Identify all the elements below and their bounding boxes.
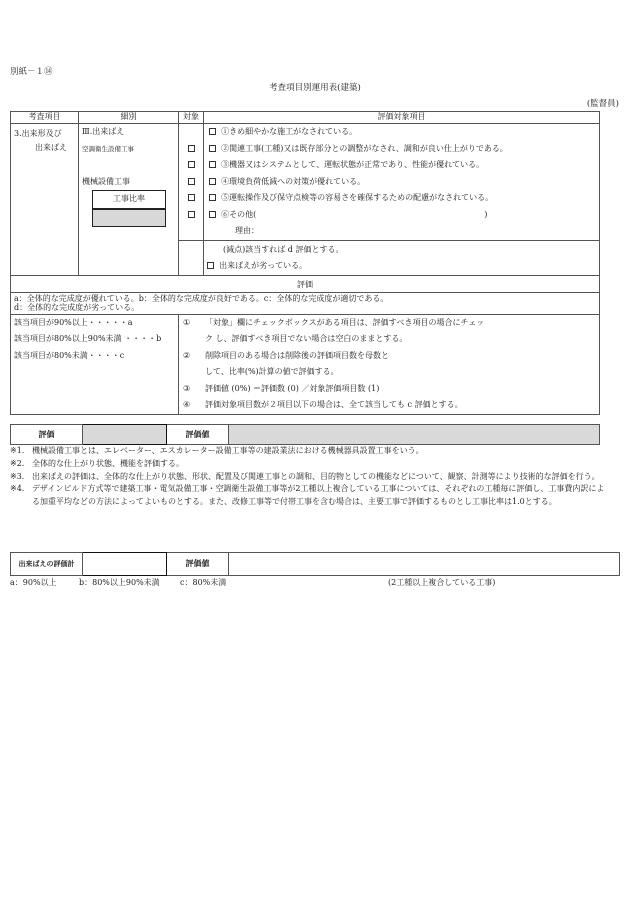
target-checkbox-2[interactable] [188, 145, 195, 152]
footnote: ※1. 機械設備工事とは、エレベーター、エスカレーター設備工事等の建設業法における機械器具設置工事をいう。 [10, 446, 424, 455]
deduction-checkbox[interactable] [207, 262, 214, 269]
construction-ratio-label: 工事比率 [92, 190, 166, 209]
subcategory-main: Ⅲ.出来ばえ [82, 127, 125, 136]
eval-item: ⑥その他( ) [207, 207, 596, 224]
target-checkbox-5[interactable] [188, 194, 195, 201]
deduction-rule: (減点)該当すれば d 評価とする。 [223, 244, 344, 254]
target-checkbox-3[interactable] [188, 161, 195, 168]
target-checkbox-4[interactable] [188, 178, 195, 185]
scale-b: b：80%以上90%未満 [79, 578, 160, 587]
construction-ratio-input[interactable] [92, 209, 166, 228]
eval-item: ⑤運転操作及び保守点検等の容易さを確保するための配慮がなされている。 [207, 190, 596, 207]
final-evaluation-label: 出来ばえの評価計 [11, 553, 83, 576]
document-title: 考査項目別運用表(建築) [269, 83, 361, 93]
target-checkbox-6[interactable] [188, 211, 195, 218]
final-value-field[interactable] [229, 553, 620, 576]
col-header-eval-items: 評価対象項目 [204, 112, 600, 124]
footnote: ※4. デザインビルド方式等で建築工事・電気設備工事・空調衛生設備工事等が2工種以上複合している工事については、それぞれの工種毎に評価し、工事費内訳による加重平均などの方法によってよいものとする。また、改修工事等で付帯工事を含む場合は、主要工事で評価するものとし工事比率は1.0とする。 [10, 484, 605, 507]
footnote: ※3. 出来ばえの評価は、全体的な仕上がり状態、形状、配置及び関連工事との調和、目的物としての機能などについて、観察、計測等により技術的な評価を行う。 [10, 471, 600, 481]
col-header-subcategory: 細別 [79, 112, 179, 124]
items-row [11, 124, 600, 241]
note-line: ① 「対象」欄にチェックボックスがある項目は、評価すべき項目の場合にチェッ [183, 317, 485, 327]
final-value-label: 評価値 [167, 553, 229, 576]
threshold-a: 該当項目が90%以上・・・・・a [14, 317, 133, 327]
grade-def-line2: d：全体的な完成度が劣っている。 [14, 302, 140, 312]
table-header-row [11, 112, 600, 124]
deduction-target-cell [179, 240, 204, 275]
evaluation-header-row [11, 275, 600, 292]
deduction-item: 出来ばえが劣っている。 [207, 258, 596, 275]
subcategory-hvac: 空調衛生設備工事 [82, 144, 134, 153]
footnotes [10, 445, 610, 509]
footnote: ※2. 全体的な仕上がり状態、機能を評価する。 [10, 458, 184, 468]
eval-checkbox-1[interactable] [209, 128, 216, 135]
threshold-b: 該当項目が80%以上90%未満 ・・・・b [14, 334, 162, 344]
grade-definitions-row [11, 292, 600, 314]
deduction-cell [204, 240, 600, 275]
eval-checkbox-4[interactable] [209, 178, 216, 185]
col-header-target: 対象 [179, 112, 204, 124]
scale-c: c：80%未満 [180, 578, 227, 587]
note-line: ④ 評価対象項目数が２項目以下の場合は、全て該当しても c 評価とする。 [183, 400, 463, 410]
subcategory-mechanical: 機械設備工事 [82, 176, 130, 186]
form-id: 別紙－１⑭ [10, 67, 53, 77]
notes-cell [179, 314, 600, 414]
grade-definitions [11, 292, 600, 314]
eval-checkbox-6[interactable] [209, 211, 216, 218]
thresholds-cell [11, 314, 179, 414]
category-line1: 3.出来形及び [14, 129, 62, 138]
grade-def-line1: a：全体的な完成度が優れている。b：全体的な完成度が良好である。c：全体的な完成度が適切である。 [14, 293, 389, 303]
eval-checkbox-3[interactable] [209, 161, 216, 168]
eval-item: ②関連工事(工種)又は既存部分との調整がなされ、調和が良い仕上がりである。 [207, 141, 596, 158]
thresholds-notes-row [11, 314, 600, 414]
scale-note: (2工種以上複合している工事) [388, 578, 496, 587]
evaluation-value-field[interactable] [229, 425, 600, 445]
eval-item: ①きめ細やかな施工がなされている。 [207, 124, 596, 141]
eval-item: ③機器又はシステムとして、運転状態が正常であり、性能が優れている。 [207, 157, 596, 174]
eval-item: ④環境負荷低減への対策が優れている。 [207, 174, 596, 191]
col-header-item: 考査項目 [11, 112, 79, 124]
target-checkbox-cell [179, 124, 204, 241]
note-line: ク し、評価すべき項目でない場合は空白のままとする。 [205, 334, 408, 344]
evaluation-label: 評価 [11, 425, 83, 445]
scale-a: a：90%以上 [10, 578, 57, 587]
eval-checkbox-2[interactable] [209, 145, 216, 152]
category-cell [11, 124, 79, 276]
category-line2: 出来ばえ [35, 143, 67, 153]
evaluation-input[interactable] [83, 425, 167, 445]
final-evaluation-input[interactable] [83, 553, 167, 576]
note-line: して、比率(%)計算の値で評価する。 [205, 367, 339, 377]
evaluation-header: 評価 [11, 275, 600, 292]
evaluation-value-label: 評価値 [167, 425, 229, 445]
final-evaluation-table [10, 552, 620, 576]
reason-label: 理由： [235, 226, 259, 235]
note-line: ③ 評価値 (0%) ＝評価数 (0) ／対象評価項目数 (1) [183, 383, 380, 393]
evaluation-summary-table [10, 424, 600, 445]
note-line: ② 削除項目のある場合は削除後の評価項目数を母数と [183, 350, 389, 360]
evaluation-table [10, 111, 600, 415]
threshold-c: 該当項目が80%未満・・・・c [14, 350, 125, 360]
eval-items-cell [204, 124, 600, 241]
role-label: (監督員) [586, 99, 619, 109]
eval-checkbox-5[interactable] [209, 194, 216, 201]
subcategory-cell [79, 124, 179, 276]
